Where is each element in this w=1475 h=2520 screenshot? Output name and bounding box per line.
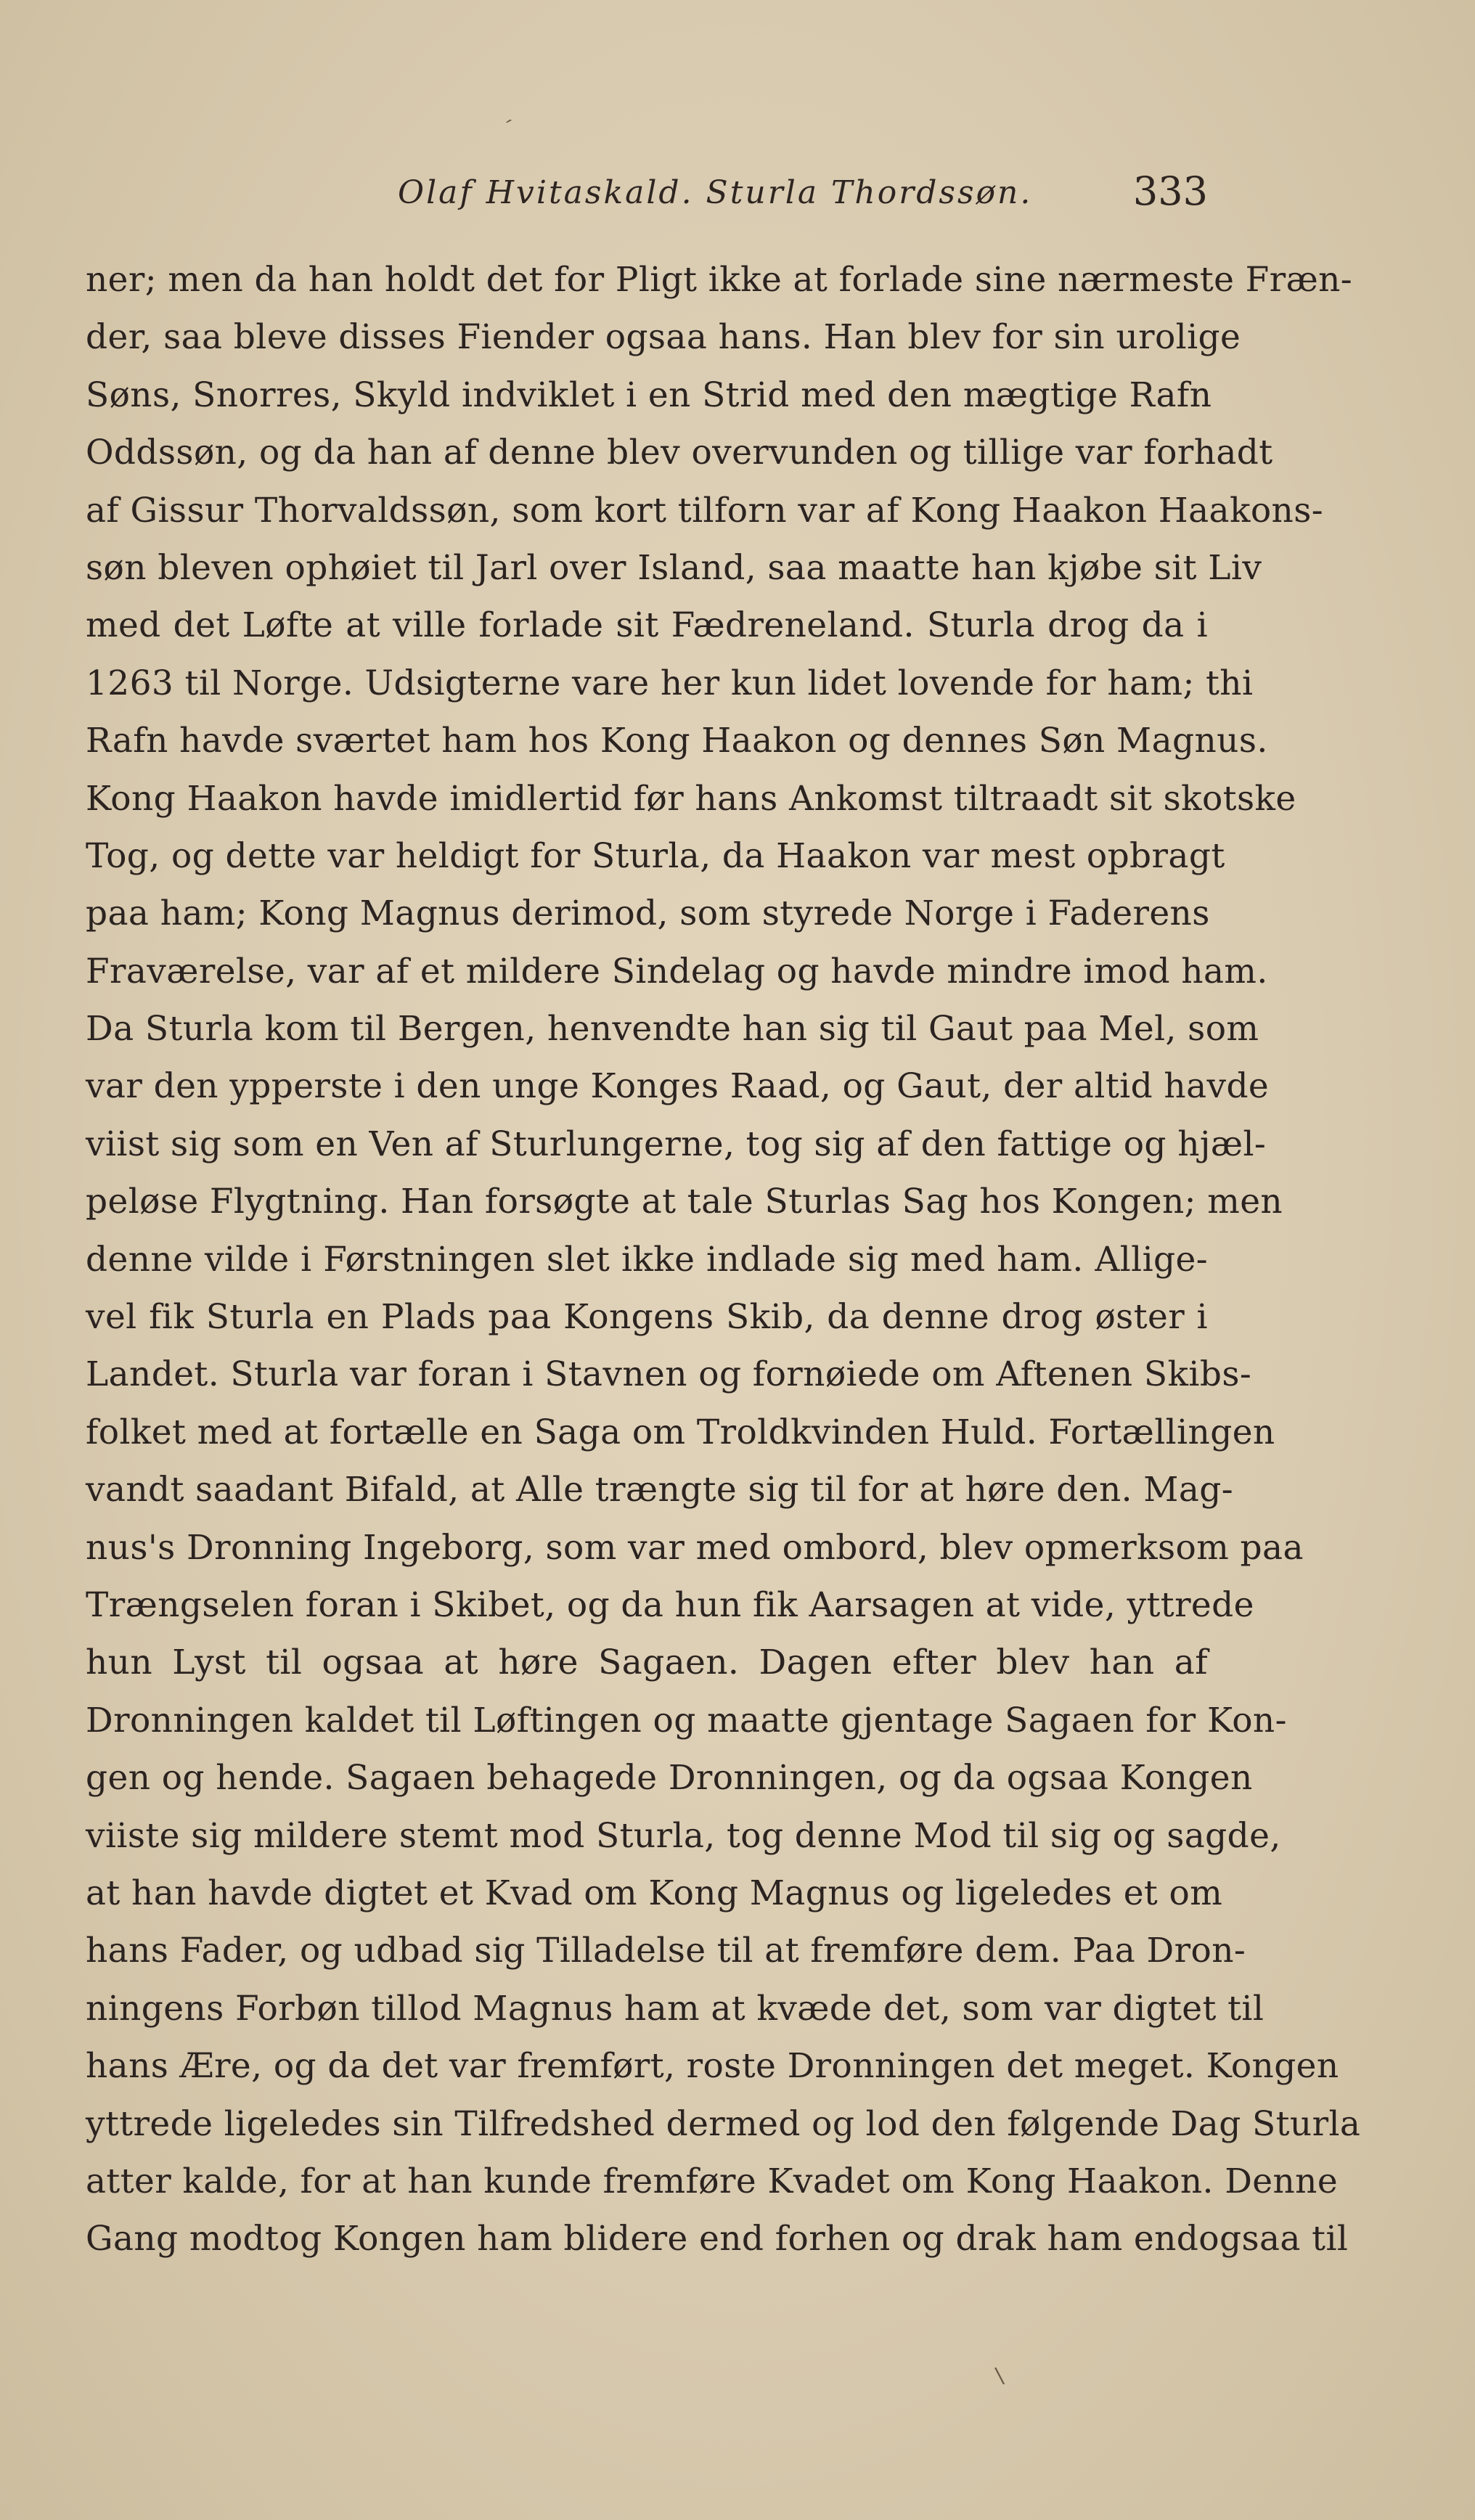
text-line: nus's Dronning Ingeborg, som var med ombord, blev opmerksom paa — [86, 1527, 1304, 1568]
text-line: 1263 til Norge. Udsigterne vare her kun lidet lovende for ham; thi — [86, 663, 1254, 703]
text-line: Tog, og dette var heldigt for Sturla, da Haakon var mest opbragt — [86, 835, 1225, 876]
text-line: denne vilde i Førstningen slet ikke indlade sig med ham. Allige- — [86, 1239, 1208, 1280]
text-line: hun Lyst til ogsaa at høre Sagaen. Dagen efter blev han af — [86, 1642, 1208, 1683]
text-line: ningens Forbøn tillod Magnus ham at kvæde det, som var digtet til — [86, 1988, 1264, 2029]
text-line: folket med at fortælle en Saga om Troldkvinden Huld. Fortællingen — [86, 1412, 1275, 1452]
body-text — [86, 251, 1361, 2268]
text-line: Oddssøn, og da han af denne blev overvunden og tillige var forhadt — [86, 433, 1273, 473]
text-line: viiste sig mildere stemt mod Sturla, tog denne Mod til sig og sagde, — [86, 1815, 1281, 1856]
text-line: vandt saadant Bifald, at Alle trængte sig til for at høre den. Mag- — [86, 1470, 1234, 1510]
running-head: Olaf Hvitaskald. Sturla Thordssøn. — [398, 174, 1033, 211]
text-line: Da Sturla kom til Bergen, henvendte han sig til Gaut paa Mel, som — [86, 1009, 1259, 1050]
text-line: af Gissur Thorvaldssøn, som kort tilforn var af Kong Haakon Haakons- — [86, 490, 1323, 531]
ink-speck: \ — [994, 2362, 1006, 2389]
text-line: søn bleven ophøiet til Jarl over Island, saa maatte han kjøbe sit Liv — [86, 547, 1262, 588]
text-line: Fraværelse, var af et mildere Sindelag og havde mindre imod ham. — [86, 951, 1268, 991]
text-line: ner; men da han holdt det for Pligt ikke at forlade sine nærmeste Fræn- — [86, 260, 1353, 300]
text-line: hans Fader, og udbad sig Tilladelse til at fremføre dem. Paa Dron- — [86, 1931, 1246, 1971]
text-line: hans Ære, og da det var fremført, roste Dronningen det meget. Kongen — [86, 2046, 1339, 2087]
text-line: Landet. Sturla var foran i Stavnen og fornøiede om Aftenen Skibs- — [86, 1354, 1252, 1395]
page-number: 333 — [1132, 168, 1208, 214]
text-line: Dronningen kaldet til Løftingen og maatte gjentage Sagaen for Kon- — [86, 1700, 1287, 1740]
page-header — [86, 168, 1208, 219]
text-line: gen og hende. Sagaen behagede Dronningen, og da ogsaa Kongen — [86, 1758, 1253, 1799]
text-line: peløse Flygtning. Han forsøgte at tale Sturlas Sag hos Kongen; men — [86, 1182, 1283, 1222]
text-line: viist sig som en Ven af Sturlungerne, tog sig af den fattige og hjæl- — [86, 1124, 1267, 1164]
text-line: med det Løfte at ville forlade sit Fædreneland. Sturla drog da i — [86, 605, 1208, 646]
text-line: var den ypperste i den unge Konges Raad, og Gaut, der altid havde — [86, 1066, 1270, 1107]
text-line: yttrede ligeledes sin Tilfredshed dermed og lod den følgende Dag Sturla — [86, 2103, 1361, 2144]
text-line: paa ham; Kong Magnus derimod, som styrede Norge i Faderens — [86, 893, 1210, 934]
text-line: Søns, Snorres, Skyld indviklet i en Strid med den mægtige Rafn — [86, 375, 1212, 415]
text-line: vel fik Sturla en Plads paa Kongens Skib, da denne drog øster i — [86, 1297, 1208, 1338]
text-line: der, saa bleve disses Fiender ogsaa hans. Han blev for sin urolige — [86, 317, 1241, 358]
text-line: Rafn havde sværtet ham hos Kong Haakon og dennes Søn Magnus. — [86, 721, 1268, 761]
ink-speck: ˊ — [495, 115, 515, 143]
text-line: Trængselen foran i Skibet, og da hun fik Aarsagen at vide, yttrede — [86, 1584, 1254, 1625]
text-line: Kong Haakon havde imidlertid før hans Ankomst tiltraadt sit skotske — [86, 778, 1296, 819]
text-line: atter kalde, for at han kunde fremføre Kvadet om Kong Haakon. Denne — [86, 2161, 1339, 2201]
text-line: at han havde digtet et Kvad om Kong Magnus og ligeledes et om — [86, 1873, 1223, 1913]
text-line: Gang modtog Kongen ham blidere end forhen og drak ham endogsaa til — [86, 2219, 1349, 2259]
